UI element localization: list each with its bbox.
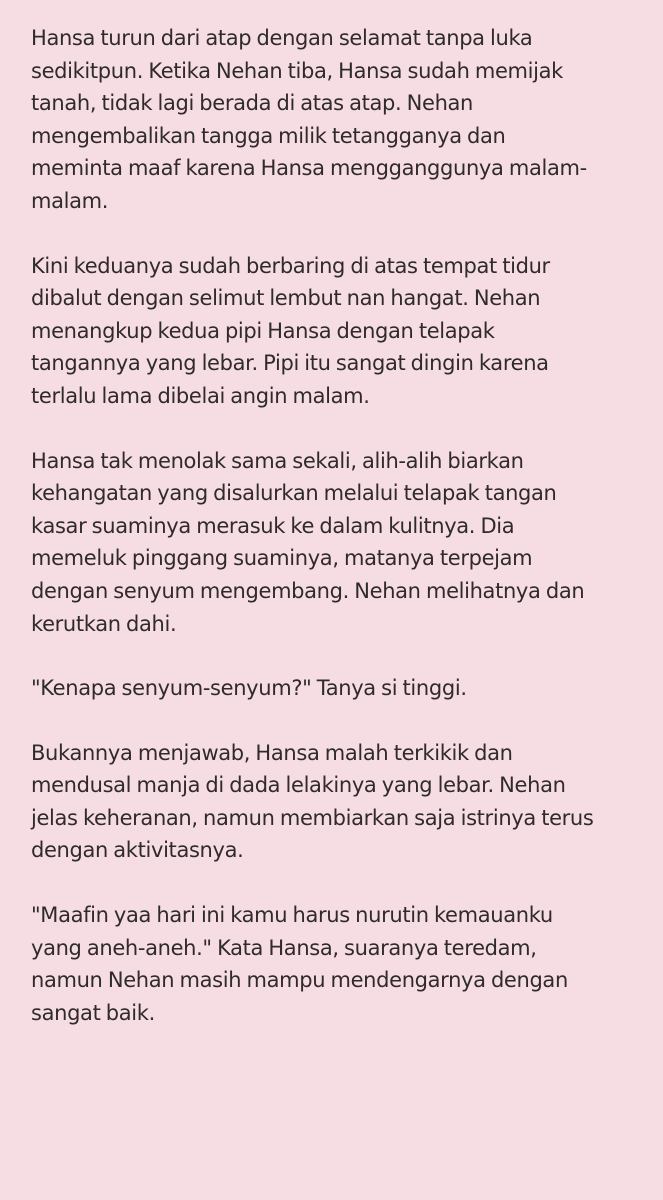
paragraph-spacer [31,867,639,899]
text-line: mendusal manja di dada lelakinya yang lebar. Nehan [31,773,566,798]
paragraph-spacer [31,705,639,737]
text-line: malam. [31,188,109,213]
text-line: kasar suaminya merasuk ke dalam kulitnya. Dia [31,513,515,538]
paragraph-6 [31,899,639,1029]
text-line: meminta maaf karena Hansa mengganggunya malam- [31,156,587,181]
text-line: dengan aktivitasnya. [31,838,244,863]
text-line: jelas keheranan, namun membiarkan saja istrinya terus [31,805,594,830]
text-line: dengan senyum mengembang. Nehan melihatnya dan [31,578,585,603]
text-line: sangat baik. [31,1000,155,1025]
text-line: mengembalikan tangga milik tetangganya dan [31,123,506,148]
text-line: dibalut dengan selimut lembut nan hangat. Nehan [31,286,541,311]
paragraph-1 [31,22,639,218]
paragraph-3 [31,445,639,641]
text-line: yang aneh-aneh." Kata Hansa, suaranya teredam, [31,935,537,960]
text-line: Kini keduanya sudah berbaring di atas tempat tidur [31,253,550,278]
text-line: namun Nehan masih mampu mendengarnya dengan [31,968,568,993]
text-line: Hansa tak menolak sama sekali, alih-alih biarkan [31,448,524,473]
text-line: tanah, tidak lagi berada di atas atap. Nehan [31,91,474,116]
paragraph-spacer [31,413,639,445]
text-line: "Maafin yaa hari ini kamu harus nurutin kemauanku [31,903,553,928]
paragraph-spacer [31,640,639,672]
paragraph-spacer [31,218,639,250]
paragraph-5 [31,737,639,867]
text-line: "Kenapa senyum-senyum?" Tanya si tinggi. [31,676,467,701]
text-line: menangkup kedua pipi Hansa dengan telapak [31,318,495,343]
text-line: kehangatan yang disalurkan melalui telapak tangan [31,481,557,506]
paragraph-2 [31,250,639,413]
text-line: Hansa turun dari atap dengan selamat tanpa luka [31,26,533,50]
text-line: sedikitpun. Ketika Nehan tiba, Hansa sudah memijak [31,58,563,83]
text-line: memeluk pinggang suaminya, matanya terpejam [31,546,533,571]
text-line: Bukannya menjawab, Hansa malah terkikik dan [31,740,513,765]
text-line: tangannya yang lebar. Pipi itu sangat dingin karena [31,351,549,376]
text-line: terlalu lama dibelai angin malam. [31,383,370,408]
text-line: kerutkan dahi. [31,611,177,636]
paragraph-4 [31,672,639,705]
